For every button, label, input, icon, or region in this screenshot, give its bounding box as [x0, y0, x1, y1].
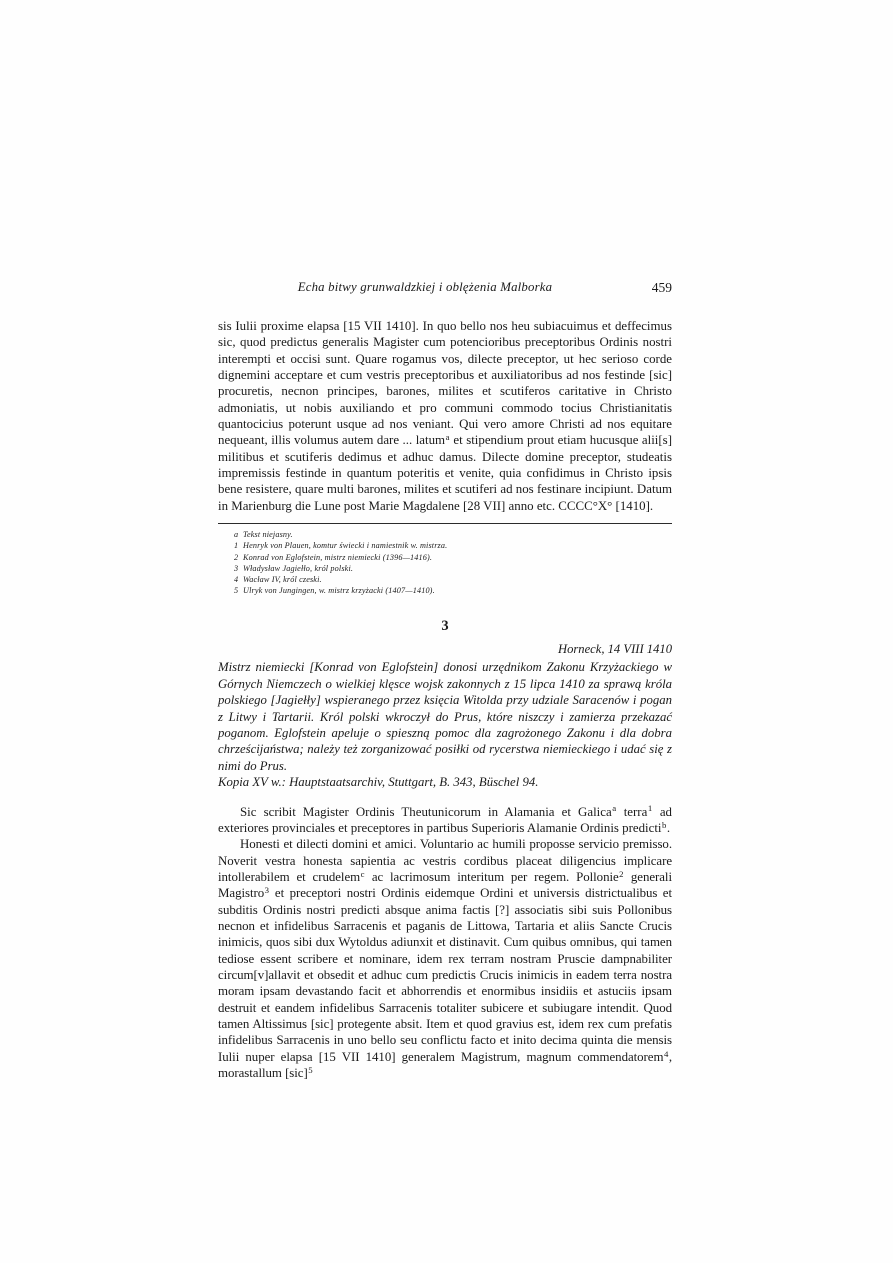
footnote-number: 5 [234, 586, 239, 596]
doc1-text-after-marker: et stipendium prout etiam hucusque alii[s] militibus et scutiferis dedimus et adhuc damus. Dilecte domine preceptor, studeatis impremissis festinde in quantum poteritis et venite, quia confidimus in Christo ipsis bene resistere, quare multi barones, milites et scutiferi ad nos festinare incipiunt. Datum in Marienburg die Lune post Marie Magdalene [28 VII] anno etc. CCCC°X° [1410]. [218, 433, 672, 513]
footnote-item [234, 529, 672, 540]
footnote-text: Henryk von Plauen, komtur świecki i namiestnik w. mistrza. [243, 541, 448, 551]
document-number-heading: 3 [441, 618, 449, 635]
footnote-marker-4: 4 [663, 1048, 669, 1059]
intro-text-4: . [666, 820, 671, 835]
main-text-4: et preceptori nostri Ordinis eidemque Ordini et universis districtualibus et subditis Ordinis nostri predicti absque anima factis [?] associatis sibi suis Pollonibus necnon et infidelibus Sarracenis et paganis de Littowa, Tartaria et aliis Sancte Crucis inimicis, quos sibi dux Wytoldus adiunxit et distinavit. Cum quibus omnibus, qui tamen tediose essent scribere et nominare, idem rex terram nostram Pruscie dampnabiliter circum[v]allavit et obsedit et adhuc cum predictis Crucis inimicis in eadem terra nostra moram ipsam devastando facit et abhorrendis et enormibus insidiis et astuciis ipsam destruit et eandem infidelibus Sarracenis totaliter subicere et subiugare intendit. Quod tamen Altissimus [sic] protegente absit. Item et quod gravius est, idem rex cum prefatis infidelibus Sarracenis in uno bello seu conflictu facto et inito decima quinta die mensis Iulii nuper elapsa [15 VII 1410] generalem Magistrum, magnum commendatorem [218, 886, 672, 1064]
footnote-marker-a: a [612, 803, 617, 814]
footnote-text: Władysław Jagiełło, król polski. [243, 563, 354, 573]
footnote-marker-1: 1 [647, 803, 653, 814]
footnote-marker-b: b [662, 819, 667, 830]
footnote-text: Tekst niejasny. [243, 530, 293, 540]
footnote-marker-3: 3 [264, 885, 269, 896]
footnote-list [218, 529, 672, 596]
document-dateline: Horneck, 14 VIII 1410 [557, 642, 672, 657]
footnote-number: a [234, 530, 239, 540]
intro-text-3: ad exteriores provinciales et preceptores in partibus Superioris Alamanie Ordinis predicti [218, 804, 672, 835]
document-main-paragraph [218, 836, 672, 1081]
footnote-number: 4 [234, 574, 239, 584]
footnote-separator-rule [218, 523, 672, 524]
document-source-note: Kopia XV w.: Hauptstaatsarchiv, Stuttgart, B. 343, Büschel 94. [218, 775, 539, 790]
footnote-marker-c: c [360, 868, 365, 879]
footnote-item [234, 540, 672, 551]
footnote-text: Wacław IV, król czeski. [243, 574, 322, 584]
footnote-marker-5: 5 [308, 1064, 313, 1075]
running-head [218, 280, 672, 304]
footnote-marker-2: 2 [619, 868, 624, 879]
footnote-item [234, 574, 672, 585]
page-number: 459 [651, 280, 672, 295]
running-head-title: Echa bitwy grunwaldzkiej i oblężenia Malborka [297, 280, 553, 294]
footnote-number: 2 [234, 552, 239, 562]
document-regest: Mistrz niemiecki [Konrad von Eglofstein] donosi urzędnikom Zakonu Krzyżackiego w Górnych Niemczech o wielkiej klęsce wojsk zakonnych z 15 lipca 1410 za sprawą króla polskiego [Jagiełły] wspieranego przez księcia Witolda przy udziale Saracenów i pogan z Litwy i Tartarii. Król polski wkroczył do Prus, które niszczy i zamierza przekazać poganom. Eglofstein apeluje o spieszną pomoc dla zagrożonego Zakonu i dla dobra chrześcijaństwa; należy też zorganizować posiłki od rycerstwa niemieckiego i udać się z nimi do Prus. [218, 660, 672, 773]
intro-text-1: Sic scribit Magister Ordinis Theutunicorum in Alamania et Galica [240, 804, 612, 819]
footnote-marker-a: a [445, 432, 450, 443]
footnote-text: Ulryk von Jungingen, w. mistrz krzyżacki (1407—1410). [243, 586, 435, 596]
main-text-1: Honesti et dilecti domini et amici. Voluntario ac humili proposse servicio premisso. Noverit vestra honesta sapientia ac vestris cordibus placeat diligencius implicare intollerabilem et crudelem [218, 837, 672, 884]
main-text-2: ac lacrimosum interitum per regem. Pollonie [364, 869, 619, 884]
document-continuation-paragraph [218, 318, 672, 514]
main-text-5: , morastallum [sic] [218, 1049, 672, 1081]
doc1-text-before-marker: sis Iulii proxime elapsa [15 VII 1410]. In quo bello nos heu subiacuimus et deffecimus sic, quod predictus generalis Magister cum potencioribus preceptoribus Ordinis nostri interempti et occisi sunt. Quare rogamus vos, dilecte preceptor, ut hec serioso corde dignemini acceptare et cum vestris preceptoribus et auxiliatoribus ad nos festinde [sic] procuretis, necnon principes, barones, milites et scutiferos caritative in Christo admoniatis, ut nobis auxiliando et pro communi commodo tocius Christianitatis quantocicius poterunt usque ad nos veniant. Qui vero amore Christi ad nos equitare nequeant, illis volumus autem dare ... latum [218, 319, 672, 448]
document-intro-paragraph [218, 804, 672, 837]
footnote-number: 1 [234, 541, 239, 551]
main-text-3: generali Magistro [218, 869, 672, 901]
footnote-item [234, 552, 672, 563]
footnote-item [234, 585, 672, 596]
intro-text-2: terra [616, 804, 648, 819]
footnote-text: Konrad von Eglofstein, mistrz niemiecki (1396—1416). [243, 552, 433, 562]
footnote-number: 3 [234, 563, 239, 573]
text-column [218, 280, 672, 1081]
footnote-item [234, 563, 672, 574]
